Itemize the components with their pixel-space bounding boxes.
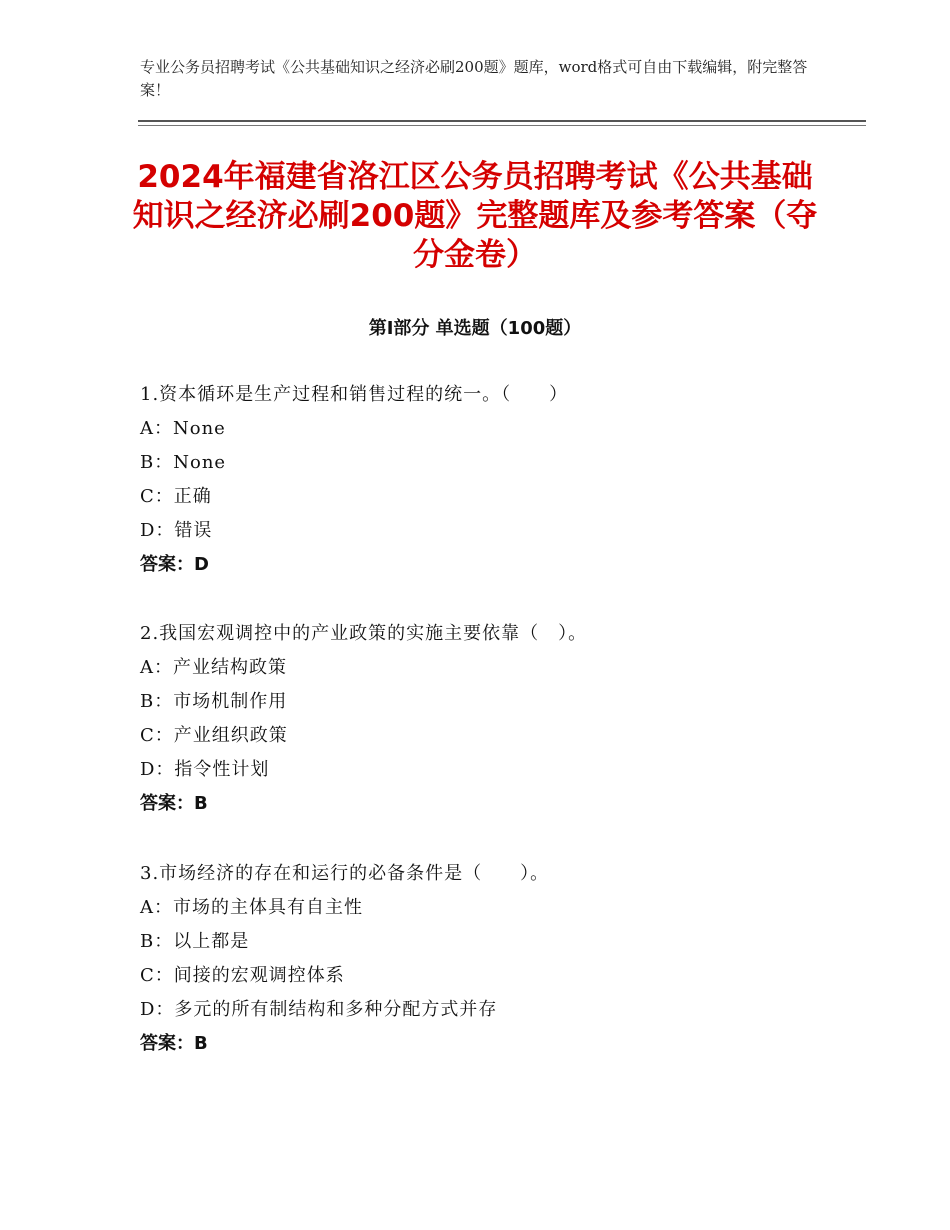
answer-key: 答案：D <box>140 554 209 575</box>
question-block <box>140 378 840 582</box>
header-note: 专业公务员招聘考试《公共基础知识之经济必刷200题》题库，word格式可自由下载编辑，附完整答案！ <box>140 58 808 99</box>
option-a: A：产业结构政策 <box>140 657 287 678</box>
option-a: A：None <box>140 418 226 439</box>
header-divider-thin <box>138 125 866 126</box>
option-c: C：产业组织政策 <box>140 725 288 746</box>
option-c: C：间接的宏观调控体系 <box>140 965 345 986</box>
header-divider-thick <box>138 120 866 122</box>
option-d: D：错误 <box>140 520 213 541</box>
option-d: D：多元的所有制结构和多种分配方式并存 <box>140 999 498 1020</box>
document-title: 2024年福建省洛江区公务员招聘考试《公共基础知识之经济必刷200题》完整题库及参考答案（夺分金卷） <box>132 159 818 273</box>
question-block <box>140 857 840 1061</box>
option-c: C：正确 <box>140 486 212 507</box>
question-stem: 3.市场经济的存在和运行的必备条件是（ ）。 <box>140 863 550 884</box>
question-stem: 2.我国宏观调控中的产业政策的实施主要依靠（ ）。 <box>140 623 588 644</box>
answer-key: 答案：B <box>140 1033 208 1054</box>
option-d: D：指令性计划 <box>140 759 270 780</box>
option-a: A：市场的主体具有自主性 <box>140 897 363 918</box>
answer-key: 答案：B <box>140 793 208 814</box>
section-title: 第Ⅰ部分 单选题（100题） <box>368 318 582 339</box>
option-b: B：以上都是 <box>140 931 250 952</box>
question-block <box>140 617 840 821</box>
option-b: B：市场机制作用 <box>140 691 288 712</box>
question-stem: 1.资本循环是生产过程和销售过程的统一。（ ） <box>140 384 569 405</box>
option-b: B：None <box>140 452 227 473</box>
